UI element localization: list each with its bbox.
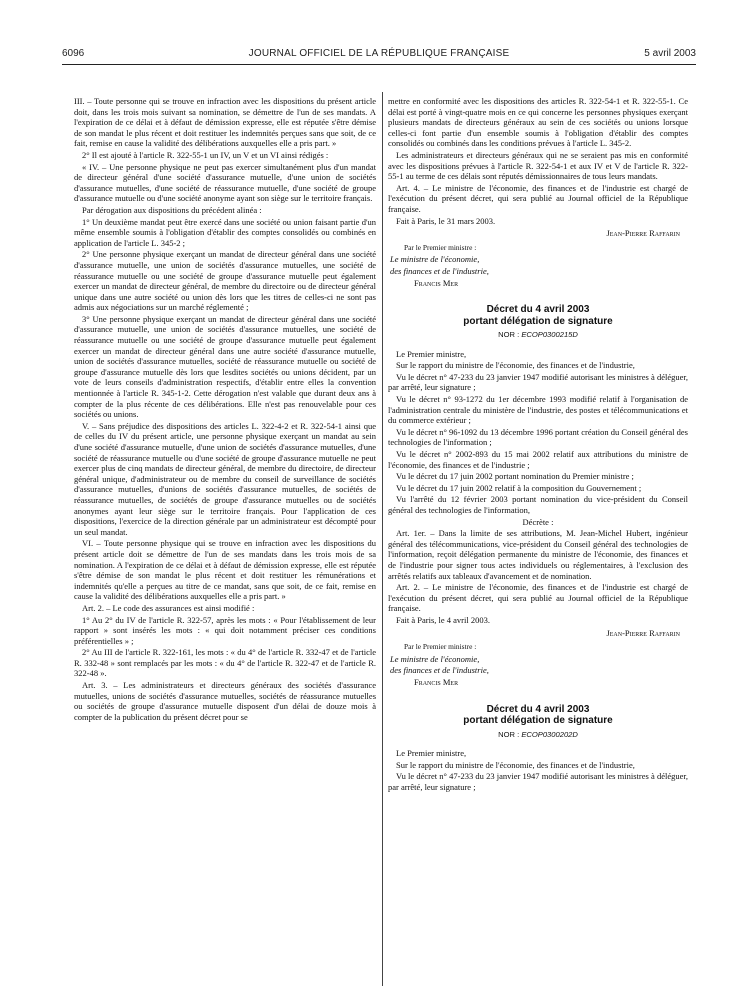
decrete: Décrète : xyxy=(522,516,554,527)
paragraph: Sur le rapport du ministre de l'économie, des finances et de l'industrie, xyxy=(396,360,635,371)
par-premier-ministre: Par le Premier ministre : xyxy=(404,642,477,652)
paragraph: Vu le décret du 17 juin 2002 relatif à la composition du Gouvernement ; xyxy=(396,482,642,493)
article-paragraph: Art. 2. – Le ministre de l'économie, des finances et de l'industrie est chargé de l'exécution du présent décret, qui sera publié au Journal officiel de la République française. xyxy=(388,582,688,614)
nor-reference xyxy=(388,330,688,341)
place-date: Fait à Paris, le 31 mars 2003. xyxy=(396,215,496,226)
paragraph: Vu le décret n° 96-1092 du 13 décembre 1996 portant création du Conseil général des technologies de l'information ; xyxy=(388,426,688,448)
nor-label: NOR : xyxy=(498,330,522,340)
minister-title: des finances et de l'industrie, xyxy=(390,665,489,676)
decree-title xyxy=(388,704,688,727)
paragraph: « IV. – Une personne physique ne peut pas exercer simultanément plus d'un mandat de directeur général d'une société d'assurance mutuelle, d'une union de sociétés d'assurance mutuelles, d'une société de réassurance mutuelle, d'une société de groupe d'assurance mutuelle ou d'une société anonyme ayant son siège sur le territoire français. xyxy=(74,161,376,204)
minister-name: Francis Mer xyxy=(414,676,459,687)
article-paragraph: Art. 3. – Les administrateurs et directeurs généraux des sociétés d'assurance mutuelles, unions de sociétés d'assurance mutuelles, sociétés de réassurance mutuelles ou sociétés de groupe d'assurance mutuelle disposent d'un délai de douze mois à compter de la publication du présent décret pour se xyxy=(74,680,376,722)
article-paragraph: Art. 4. – Le ministre de l'économie, des finances et de l'industrie est chargé de l'exécution du présent décret, qui sera publié au Journal officiel de la République française. xyxy=(388,182,688,214)
paragraph: III. – Toute personne qui se trouve en infraction avec les dispositions du présent article doit, dans les trois mois suivant sa nomination, se démettre de l'un de ses mandats. A l'expiration de ce délai et à défaut de démission expresse, elle est réputée s'être démise de son mandat le plus récent et doit restituer les indemnités perçues sans que soit, de ce fait, remise en cause la validité des délibérations auxquelles elle a pris part. » xyxy=(74,96,376,149)
paragraph: 3° Une personne physique exerçant un mandat de directeur général dans une société d'assurance mutuelle, une union de sociétés d'assurance mutuelles, une société de réassurance mutuelle ou une société de groupe d'assurance mutuelle peut également exercer un mandat de directeur général dans une autre société d'assurance mutuelle, union de sociétés d'assurance mutuelles, société de réassurance mutuelle ou société de groupe d'assurance mutuelle dès lors que lesdites sociétés ou unions décident, par un vote de leurs conseils d'administration respectifs, d'établir entre elles la convention mentionnée à l'article R. 345-1-2. Cette dérogation n'est valable que durant deux ans à compter de la plus récente de ces délibérations. Elle n'est pas renouvelable pour ces sociétés ou unions. xyxy=(74,313,376,420)
right-column xyxy=(388,96,688,793)
paragraph: mettre en conformité avec les dispositions des articles R. 322-54-1 et R. 322-55-1. Ce délai est porté à vingt-quatre mois en ce qui concerne les personnes physiques exerçant plusieurs mandats de directeurs généraux au sein de ces sociétés ou unions lorsque celles-ci font partie d'un ensemble soumis à l'obligation d'établir des comptes consolidés ou combinés dans les conditions prévues à l'article L. 345-2. xyxy=(388,96,688,149)
nor-label: NOR : xyxy=(498,729,522,739)
signatory: Jean-Pierre Raffarin xyxy=(606,228,680,239)
paragraph: Le Premier ministre, xyxy=(396,348,467,359)
paragraph: Sur le rapport du ministre de l'économie, des finances et de l'industrie, xyxy=(396,759,635,770)
article-paragraph: Art. 1er. – Dans la limite de ses attributions, M. Jean-Michel Hubert, ingénieur général des télécommunications, vice-président du Conseil général des technologies de l'information, reçoit délégation permanente du ministre de l'économie, des finances et de l'industrie pour signer tous actes individuels ou réglementaires, à l'exclusion des arrêtés relatifs aux tableaux d'avancement et de nomination. xyxy=(388,528,688,581)
nor-reference xyxy=(388,730,688,741)
paragraph: VI. – Toute personne physique qui se trouve en infraction avec les dispositions du présent article doit se démettre de l'un de ses mandats dans les trois mois de sa nomination. A l'expiration de ce délai et à défaut de démission expresse, elle est réputée s'être démise de son mandat le plus récent et doit restituer les rémunérations et indemnités qu'elle a perçues au titre de ce mandat, sans que soit, de ce fait, remise en cause la validité des délibérations auxquelles elle a pris part. » xyxy=(74,538,376,602)
paragraph: 2° Une personne physique exerçant un mandat de directeur général dans une société d'assurance mutuelle, une union de sociétés d'assurance mutuelles, une société de réassurance mutuelle ou une société de groupe d'assurance mutuelle peut également exercer un mandat de directeur général, de membre du directoire ou de directeur général unique dans une autre société ou union dès lors que les titres de celles-ci ne sont pas admis aux négociations sur un marché réglementé ; xyxy=(74,249,376,313)
paragraph: Vu le décret n° 93-1272 du 1er décembre 1993 modifié relatif à l'organisation de l'administration centrale du ministère de l'industrie, des postes et télécommunications et du commerce extérieur ; xyxy=(388,394,688,426)
decree-title-line: Décret du 4 avril 2003 xyxy=(486,703,590,715)
page-number: 6096 xyxy=(62,48,85,59)
decree-title-line: portant délégation de signature xyxy=(463,315,613,327)
place-date: Fait à Paris, le 4 avril 2003. xyxy=(396,614,490,625)
decree-title xyxy=(388,304,688,327)
paragraph: Les administrateurs et directeurs généraux qui ne se seraient pas mis en conformité avec les dispositions prévues à l'article R. 322-54-1 et aux IV et V de l'article R. 322-55-1 au terme de ces délais sont réputés démissionnaires de tous leurs mandats. xyxy=(388,149,688,182)
paragraph: V. – Sans préjudice des dispositions des articles L. 322-4-2 et R. 322-54-1 ainsi que de celles du IV du présent article, une personne physique exerçant un mandat au sein d'une société d'assurance mutuelle, d'une union de sociétés d'assurance mutuelles, d'une société de réassurance mutuelle ou d'une société de groupe d'assurance mutuelle ne peut exercer plus de cinq mandats de directeur général, de membre du directoire, de directeur général unique, d'administrateur ou de membre du conseil de surveillance de sociétés d'assurance mutuelles, d'unions de sociétés d'assurance mutuelles, de sociétés de réassurance mutuelles, de sociétés de groupe d'assurance mutuelles ou de sociétés anonymes ayant leur siège sur le territoire français. Pour l'application de ces dispositions, l'exercice de la direction générale par un administrateur est décompté pour un seul mandat. xyxy=(74,420,376,537)
article-paragraph: Art. 2. – Le code des assurances est ainsi modifié : xyxy=(82,602,255,613)
paragraph: Vu l'arrêté du 12 février 2003 portant nomination du vice-président du Conseil général des technologies de l'information, xyxy=(388,494,688,515)
page-header xyxy=(62,48,696,64)
journal-title: JOURNAL OFFICIEL DE LA RÉPUBLIQUE FRANÇAISE xyxy=(248,48,510,59)
issue-date: 5 avril 2003 xyxy=(644,48,696,59)
decree-title-line: Décret du 4 avril 2003 xyxy=(486,304,590,316)
minister-title: Le ministre de l'économie, xyxy=(390,653,480,664)
decree-title-line: portant délégation de signature xyxy=(463,715,613,726)
minister-title: des finances et de l'industrie, xyxy=(390,265,489,276)
minister-name: Francis Mer xyxy=(414,277,459,288)
nor-code: ECOP0300215D xyxy=(521,330,578,340)
paragraph: 1° Un deuxième mandat peut être exercé dans une société ou union faisant partie d'un même ensemble soumis à l'obligation d'établir des comptes consolidés ou combinés en application de l'article L. 345-2 ; xyxy=(74,216,376,248)
paragraph: Vu le décret n° 2002-893 du 15 mai 2002 relatif aux attributions du ministre de l'économie, des finances et de l'industrie ; xyxy=(388,449,688,470)
header-rule xyxy=(62,64,696,65)
paragraph: Le Premier ministre, xyxy=(396,748,467,759)
paragraph: Par dérogation aux dispositions du précédent alinéa : xyxy=(82,204,262,215)
paragraph: Vu le décret n° 47-233 du 23 janvier 1947 modifié autorisant les ministres à déléguer, par arrêté, leur signature ; xyxy=(388,371,688,393)
paragraph: Vu le décret n° 47-233 du 23 janvier 1947 modifié autorisant les ministres à déléguer, par arrêté, leur signature ; xyxy=(388,771,688,792)
signatory: Jean-Pierre Raffarin xyxy=(606,627,680,638)
nor-code: ECOP0300202D xyxy=(521,729,578,739)
left-column xyxy=(74,96,376,723)
paragraph: Vu le décret du 17 juin 2002 portant nomination du Premier ministre ; xyxy=(396,471,634,482)
minister-title: Le ministre de l'économie, xyxy=(390,254,480,265)
column-divider xyxy=(382,92,383,986)
par-premier-ministre: Par le Premier ministre : xyxy=(404,242,477,252)
paragraph: 2° Au III de l'article R. 322-161, les mots : « du 4° de l'article R. 332-47 et de l'article R. 332-48 » sont remplacés par les mots : « du 4° de l'article R. 322-47 et de l'article R. 322-48 ». xyxy=(74,647,376,679)
paragraph: 2° Il est ajouté à l'article R. 322-55-1 un IV, un V et un VI ainsi rédigés : xyxy=(82,149,329,160)
paragraph: 1° Au 2° du IV de l'article R. 322-57, après les mots : « Pour l'établissement de leur rapport » sont insérés les mots : « qui doit notamment préciser ces conditions préférentielles » ; xyxy=(74,614,376,646)
